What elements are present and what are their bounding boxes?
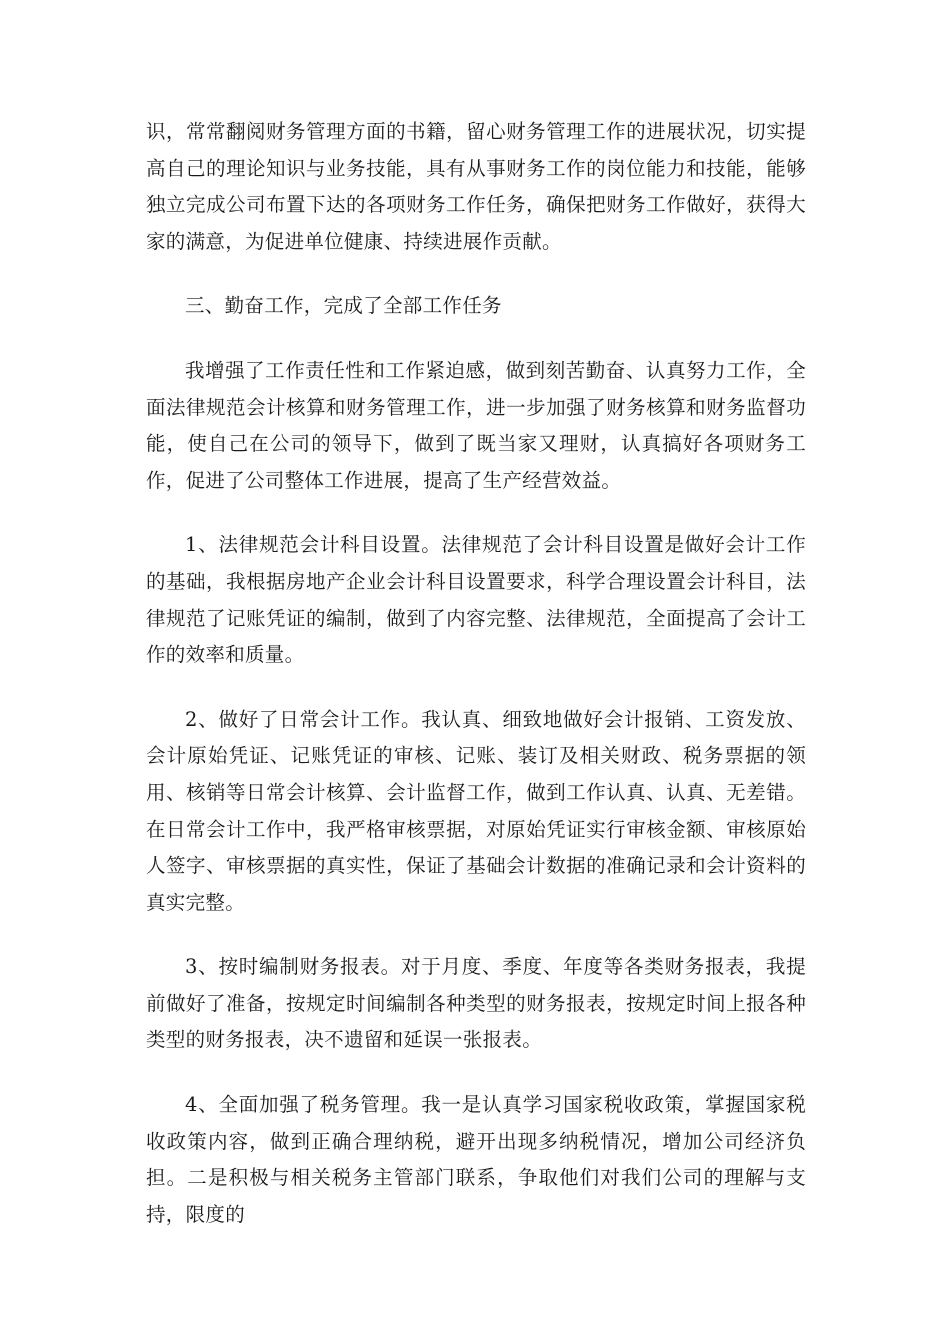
paragraph-item-3: 3、按时编制财务报表。对于月度、季度、年度等各类财务报表，我提前做好了准备，按规定时间编制各种类型的财务报表，按规定时间上报各种类型的财务报表，决不遗留和延误一张报表。	[146, 955, 806, 1052]
paragraph-item-4: 4、全面加强了税务管理。我一是认真学习国家税收政策，掌握国家税收政策内容，做到正确合理纳税，避开出现多纳税情况，增加公司经济负担。二是积极与相关税务主管部门联系，争取他们对我们公司的理解与支持，限度的	[146, 1093, 806, 1226]
paragraph-continuation: 识，常常翻阅财务管理方面的书籍，留心财务管理工作的进展状况，切实提高自己的理论知识与业务技能，具有从事财务工作的岗位能力和技能，能够独立完成公司布置下达的各项财务工作任务，确保把财务工作做好，获得大家的满意，为促进单位健康、持续进展作贡献。	[146, 120, 806, 253]
paragraph-work-summary: 我增强了工作责任性和工作紧迫感，做到刻苦勤奋、认真努力工作，全面法律规范会计核算和财务管理工作，进一步加强了财务核算和财务监督功能，使自己在公司的领导下，做到了既当家又理财，认真搞好各项财务工作，促进了公司整体工作进展，提高了生产经营效益。	[146, 358, 806, 492]
paragraph-item-1: 1、法律规范会计科目设置。法律规范了会计科目设置是做好会计工作的基础，我根据房地产企业会计科目设置要求，科学合理设置会计科目，法律规范了记账凭证的编制，做到了内容完整、法律规范，全面提高了会计工作的效率和质量。	[146, 533, 806, 667]
section-heading: 三、勤奋工作，完成了全部工作任务	[185, 294, 502, 318]
document-page	[146, 114, 806, 1261]
paragraph-item-2: 2、做好了日常会计工作。我认真、细致地做好会计报销、工资发放、会计原始凭证、记账凭证的审核、记账、装订及相关财政、税务票据的领用、核销等日常会计核算、会计监督工作，做到工作认真、认真、无差错。在日常会计工作中，我严格审核票据，对原始凭证实行审核金额、审核原始人签字、审核票据的真实性，保证了基础会计数据的准确记录和会计资料的真实完整。	[146, 707, 806, 914]
